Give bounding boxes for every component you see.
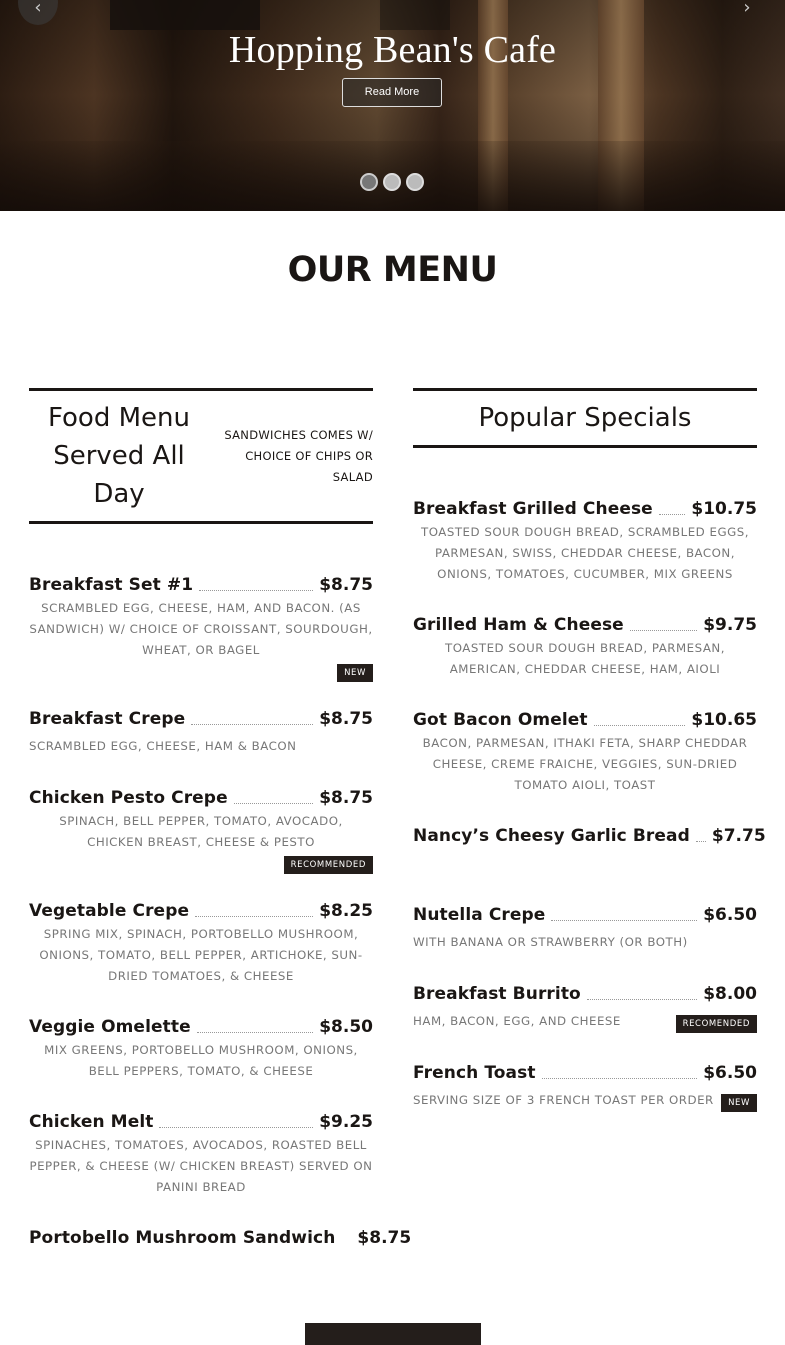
dotted-leader	[199, 590, 313, 591]
item-name: Breakfast Crepe	[29, 709, 186, 729]
dotted-leader	[587, 999, 697, 1000]
item-price: $10.75	[691, 499, 757, 519]
item-description: TOASTED SOUR DOUGH BREAD, SCRAMBLED EGGS, PARMESAN, SWISS, CHEDDAR CHEESE, BACON, ONIONS, TOMATOES, CUCUMBER, MIX GREENS	[421, 525, 749, 581]
item-description: WITH BANANA OR STRAWBERRY (OR BOTH)	[413, 935, 688, 949]
item-price: $8.75	[319, 709, 373, 729]
item-name: Got Bacon Omelet	[413, 710, 588, 730]
item-description: SCRAMBLED EGG, CHEESE, HAM & BACON	[29, 739, 297, 753]
item-name: Nancy’s Cheesy Garlic Bread	[413, 826, 690, 846]
item-description: SERVING SIZE OF 3 FRENCH TOAST PER ORDER	[413, 1093, 714, 1107]
item-price: $7.75	[711, 826, 766, 846]
prev-slide-icon[interactable]: ‹	[18, 0, 58, 25]
menu-item	[29, 1112, 373, 1198]
menu-item	[413, 905, 757, 953]
item-name: Breakfast Grilled Cheese	[413, 499, 653, 519]
dotted-leader	[195, 916, 313, 917]
status-badge: NEW	[337, 664, 373, 682]
menu-item	[29, 901, 373, 987]
slider-dots	[360, 173, 424, 191]
item-price: $9.75	[703, 615, 757, 635]
item-description: SCRAMBLED EGG, CHEESE, HAM, AND BACON. (AS SANDWICH) W/ CHOICE OF CROISSANT, SOURDOUGH, WHEAT, OR BAGEL	[29, 601, 373, 657]
menu-item	[29, 575, 373, 678]
item-name: Breakfast Set #1	[29, 575, 194, 595]
dotted-leader	[234, 803, 314, 804]
item-description: SPINACHES, TOMATOES, AVOCADOS, ROASTED BELL PEPPER, & CHEESE (W/ CHICKEN BREAST) SERVED ON PANINI BREAD	[29, 1138, 373, 1194]
item-price: $8.50	[319, 1017, 373, 1037]
item-price: $6.50	[703, 1063, 757, 1083]
dotted-leader	[159, 1127, 313, 1128]
menu-item	[29, 1228, 412, 1248]
item-name: Vegetable Crepe	[29, 901, 190, 921]
item-name: Chicken Melt	[29, 1112, 154, 1132]
dotted-leader	[542, 1078, 698, 1079]
menu-item	[413, 615, 757, 680]
dotted-leader	[594, 725, 686, 726]
hero-slider	[0, 0, 785, 211]
column-header	[29, 388, 373, 524]
item-price: $9.25	[319, 1112, 373, 1132]
food-menu-column	[29, 388, 412, 1248]
slide-dot-2[interactable]	[383, 173, 401, 191]
item-name: French Toast	[413, 1063, 536, 1083]
item-price: $8.75	[319, 575, 373, 595]
item-description: TOASTED SOUR DOUGH BREAD, PARMESAN, AMERICAN, CHEDDAR CHEESE, HAM, AIOLI	[445, 641, 725, 676]
status-badge: RECOMMENDED	[284, 856, 373, 874]
menu-item	[29, 788, 373, 870]
dotted-leader	[659, 514, 686, 515]
slide-dot-1[interactable]	[360, 173, 378, 191]
item-price: $8.75	[357, 1228, 412, 1248]
dotted-leader	[696, 841, 706, 842]
item-name: Chicken Pesto Crepe	[29, 788, 228, 808]
slide-dot-3[interactable]	[406, 173, 424, 191]
item-name: Portobello Mushroom Sandwich	[29, 1228, 336, 1248]
dotted-leader	[197, 1032, 314, 1033]
item-name: Breakfast Burrito	[413, 984, 581, 1004]
next-slide-icon[interactable]: ›	[743, 0, 751, 18]
item-name: Grilled Ham & Cheese	[413, 615, 624, 635]
menu-item	[29, 709, 373, 757]
column-note: SANDWICHES COMES W/ CHOICE OF CHIPS OR SALAD	[224, 427, 373, 484]
footer-button[interactable]	[305, 1323, 481, 1345]
item-description: MIX GREENS, PORTOBELLO MUSHROOM, ONIONS, BELL PEPPERS, TOMATO, & CHEESE	[44, 1043, 358, 1078]
item-description: BACON, PARMESAN, ITHAKI FETA, SHARP CHEDDAR CHEESE, CREME FRAICHE, VEGGIES, SUN-DRIED TOMATO AIOLI, TOAST	[422, 736, 748, 792]
dotted-leader	[630, 630, 697, 631]
column-header	[413, 388, 757, 448]
menu-item	[413, 710, 757, 796]
item-description: HAM, BACON, EGG, AND CHEESE	[413, 1014, 621, 1028]
menu-item	[29, 1017, 373, 1082]
status-badge: NEW	[721, 1094, 757, 1112]
menu-item	[413, 826, 766, 846]
item-price: $10.65	[691, 710, 757, 730]
item-description: SPRING MIX, SPINACH, PORTOBELLO MUSHROOM, ONIONS, TOMATO, BELL PEPPER, ARTICHOKE, SUN-DRIED TOMATOES, & CHEESE	[39, 927, 363, 983]
read-more-button[interactable]: Read More	[342, 78, 442, 107]
menu-board-image	[110, 0, 260, 30]
item-description: SPINACH, BELL PEPPER, TOMATO, AVOCADO, CHICKEN BREAST, CHEESE & PESTO	[59, 814, 343, 849]
dotted-leader	[191, 724, 313, 725]
menu-item	[413, 984, 757, 1032]
item-name: Nutella Crepe	[413, 905, 546, 925]
hero-title: Hopping Bean's Cafe	[228, 29, 557, 71]
status-badge: RECOMENDED	[676, 1015, 757, 1033]
dotted-leader	[551, 920, 697, 921]
item-price: $8.00	[703, 984, 757, 1004]
menu-item	[413, 499, 757, 585]
menu-board-image	[380, 0, 450, 30]
item-name: Veggie Omelette	[29, 1017, 191, 1037]
popular-specials-column	[413, 388, 766, 1108]
page-title: OUR MENU	[287, 250, 498, 290]
item-price: $8.25	[319, 901, 373, 921]
column-title: Popular Specials	[478, 403, 692, 433]
menu-item	[413, 1063, 757, 1111]
item-price: $6.50	[703, 905, 757, 925]
item-price: $8.75	[319, 788, 373, 808]
column-title: Food Menu Served All Day	[48, 403, 190, 509]
